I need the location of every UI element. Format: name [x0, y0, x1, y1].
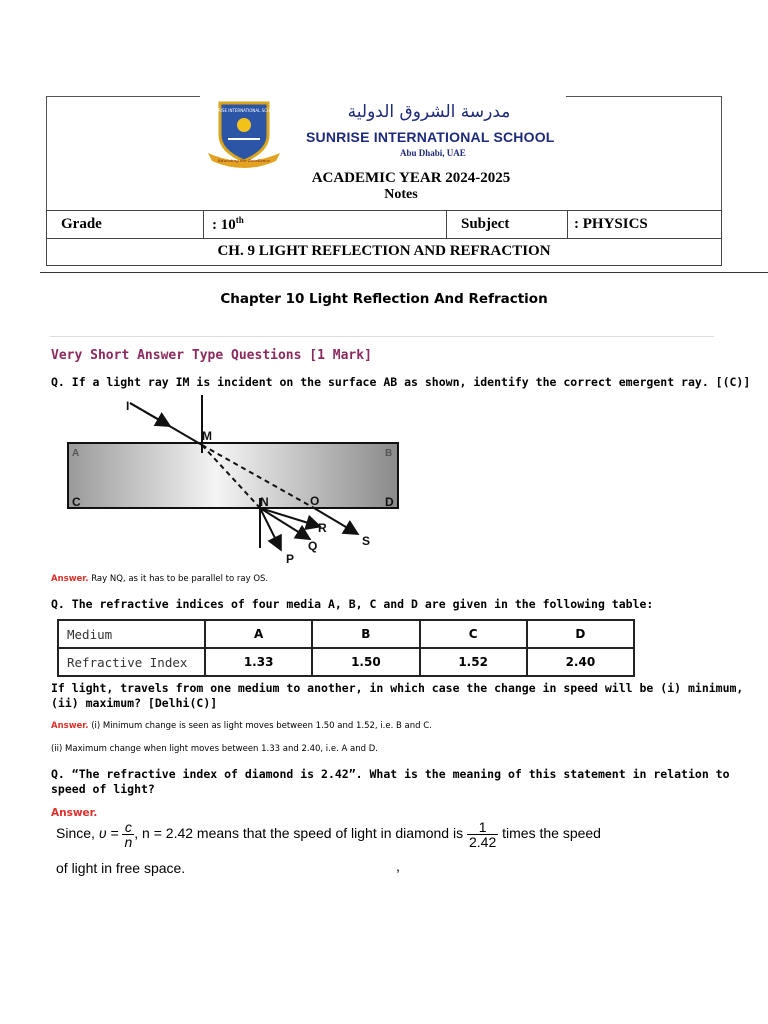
answer-2-part2: (ii) Maximum change when light moves between 1.33 and 2.40, i.e. A and D.	[51, 744, 378, 754]
index-cell: 2.40	[527, 648, 634, 676]
light-divider	[50, 336, 714, 337]
answer-2-part1: Answer. (i) Minimum change is seen as light moves between 1.50 and 1.52, i.e. B and C.	[51, 721, 432, 731]
subject-label: Subject	[447, 211, 568, 239]
label-D: D	[385, 495, 394, 509]
academic-year: ACADEMIC YEAR 2024-2025	[311, 170, 511, 186]
answer-3-formula: Since, υ = $\frac{c}{n}$ , n = 2.42 means that the speed of light in diamond is $\frac{1}{2.42}$ times the speed	[56, 819, 601, 850]
label-S: S	[362, 534, 371, 548]
label-B: B	[385, 448, 393, 459]
label-R: R	[318, 521, 327, 535]
school-location: Abu Dhabi, UAE	[400, 148, 466, 158]
stray-mark: ,	[396, 858, 400, 874]
label-O: O	[310, 494, 320, 508]
ray-im	[130, 403, 202, 445]
grade-label: Grade	[47, 211, 204, 239]
index-cell: 1.33	[205, 648, 312, 676]
question-2: Q. The refractive indices of four media A, B, C and D are given in the following table:	[51, 597, 654, 611]
glass-slab	[68, 443, 398, 508]
medium-header: Medium	[58, 620, 205, 648]
label-A: A	[72, 448, 80, 459]
grade-value: : 10th	[204, 211, 447, 239]
school-name-arabic: مدرسة الشروق الدولية	[347, 102, 511, 122]
school-logo	[206, 99, 282, 169]
label-Q: Q	[308, 539, 318, 553]
divider	[40, 272, 768, 273]
logo-top-text: SUNRISE INTERNATIONAL SCHOOL	[209, 108, 279, 113]
doc-type: Notes	[384, 187, 418, 202]
question-2-followup: If light, travels from one medium to another, in which case the change in speed will be (i) minimum, (ii) maximum? [Delhi(C)]	[51, 681, 744, 710]
label-M: M	[202, 429, 212, 443]
chapter-title: CH. 9 LIGHT REFLECTION AND REFRACTION	[47, 238, 722, 266]
logo-ribbon-text: Educating For Excellence	[217, 158, 271, 163]
question-1: Q. If a light ray IM is incident on the surface AB as shown, identify the correct emergent ray. [(C)]	[51, 375, 751, 389]
medium-cell: C	[420, 620, 527, 648]
medium-cell: B	[312, 620, 419, 648]
label-N: N	[260, 495, 269, 509]
label-C: C	[72, 495, 81, 509]
index-cell: 1.50	[312, 648, 419, 676]
medium-cell: A	[205, 620, 312, 648]
refractive-index-table	[57, 619, 635, 677]
index-cell: 1.52	[420, 648, 527, 676]
school-name: SUNRISE INTERNATIONAL SCHOOL	[306, 129, 555, 145]
section-title: Very Short Answer Type Questions [1 Mark]	[51, 348, 372, 363]
answer-1: Answer. Ray NQ, as it has to be parallel to ray OS.	[51, 574, 269, 584]
answer-3-line2: of light in free space.	[56, 860, 186, 876]
label-I: I	[126, 399, 130, 413]
info-table	[46, 210, 722, 266]
question-3: Q. “The refractive index of diamond is 2.42”. What is the meaning of this statement in relation to speed of light?	[51, 767, 730, 796]
subject-value: : PHYSICS	[568, 211, 722, 239]
index-header: Refractive Index	[58, 648, 205, 676]
label-P: P	[286, 552, 295, 566]
chapter-heading: Chapter 10 Light Reflection And Refraction	[220, 291, 548, 307]
answer-3-label: Answer.	[51, 807, 98, 819]
medium-cell: D	[527, 620, 634, 648]
refraction-diagram	[50, 393, 410, 570]
